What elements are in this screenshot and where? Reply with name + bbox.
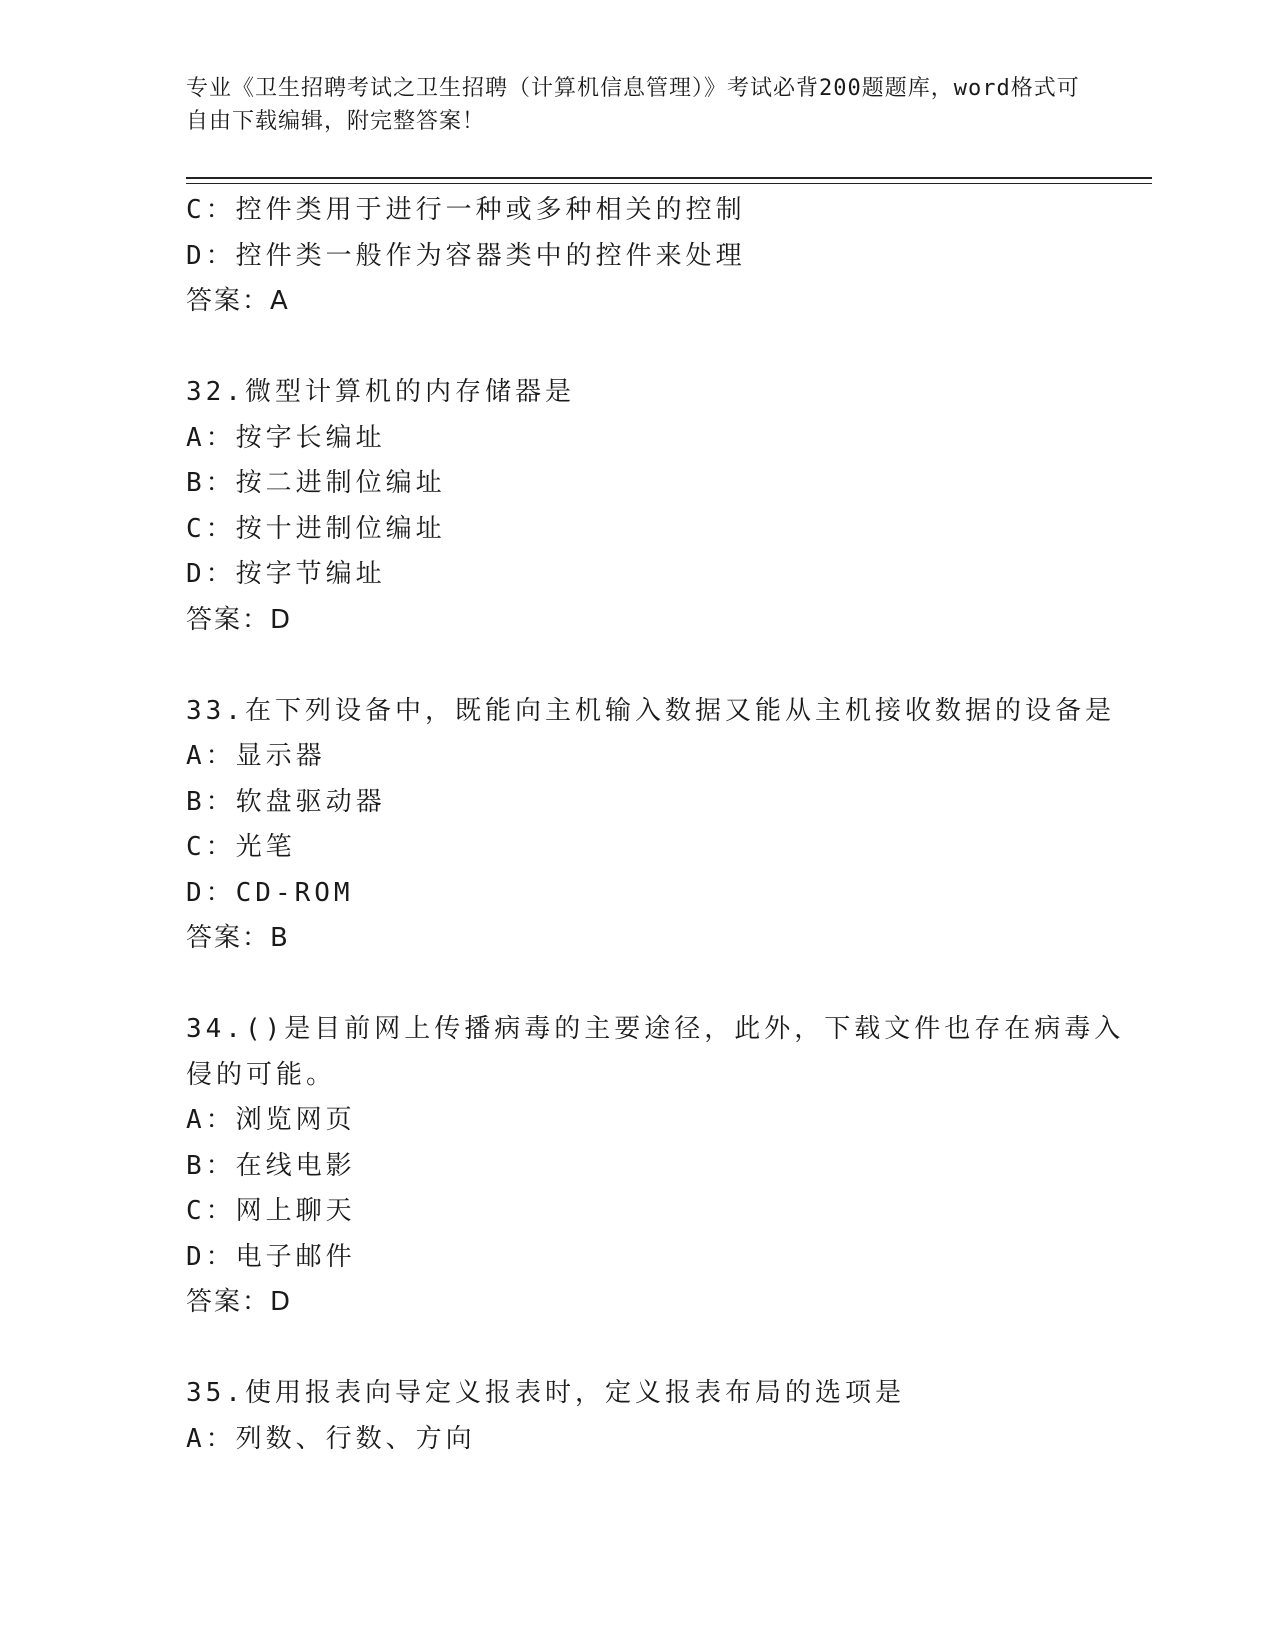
option-b: B：按二进制位编址 — [186, 468, 446, 498]
option-c: C：网上聊天 — [186, 1196, 356, 1226]
option-a: A：按字长编址 — [186, 422, 386, 453]
option-a: A：浏览网页 — [186, 1105, 356, 1135]
option-d: D：电子邮件 — [186, 1241, 356, 1272]
question-stem-continued: 侵的可能。 — [186, 1059, 337, 1090]
header-divider-thick — [186, 177, 1152, 179]
option-a: A：显示器 — [186, 741, 326, 771]
option-b: B：软盘驱动器 — [186, 786, 386, 817]
option-d: D：按字节编址 — [186, 559, 386, 589]
header-divider-thin — [186, 183, 1152, 184]
document-header: 专业《卫生招聘考试之卫生招聘（计算机信息管理）》考试必背200题题库，word格式可自由下载编辑，附完整答案！ — [186, 76, 1080, 134]
option-c: C：光笔 — [186, 832, 296, 862]
question-stem: 35.使用报表向导定义报表时，定义报表布局的选项是 — [186, 1378, 905, 1408]
option-a: A：列数、行数、方向 — [186, 1423, 476, 1454]
option-d: D：控件类一般作为容器类中的控件来处理 — [186, 240, 746, 271]
answer-line: 答案：A — [186, 286, 290, 316]
question-stem: 32.微型计算机的内存储器是 — [186, 377, 575, 407]
answer-line: 答案：B — [186, 923, 290, 953]
question-stem: 33.在下列设备中，既能向主机输入数据又能从主机接收数据的设备是 — [186, 695, 1115, 726]
answer-line: 答案：D — [186, 1287, 293, 1317]
question-stem: 34.()是目前网上传播病毒的主要途径，此外，下载文件也存在病毒入 — [186, 1014, 1125, 1044]
answer-line: 答案：D — [186, 604, 293, 635]
option-b: B：在线电影 — [186, 1150, 356, 1181]
option-c: C：控件类用于进行一种或多种相关的控制 — [186, 195, 746, 225]
option-d: D：CD-ROM — [186, 877, 354, 908]
question-list — [186, 188, 1125, 1462]
option-c: C：按十进制位编址 — [186, 513, 446, 544]
